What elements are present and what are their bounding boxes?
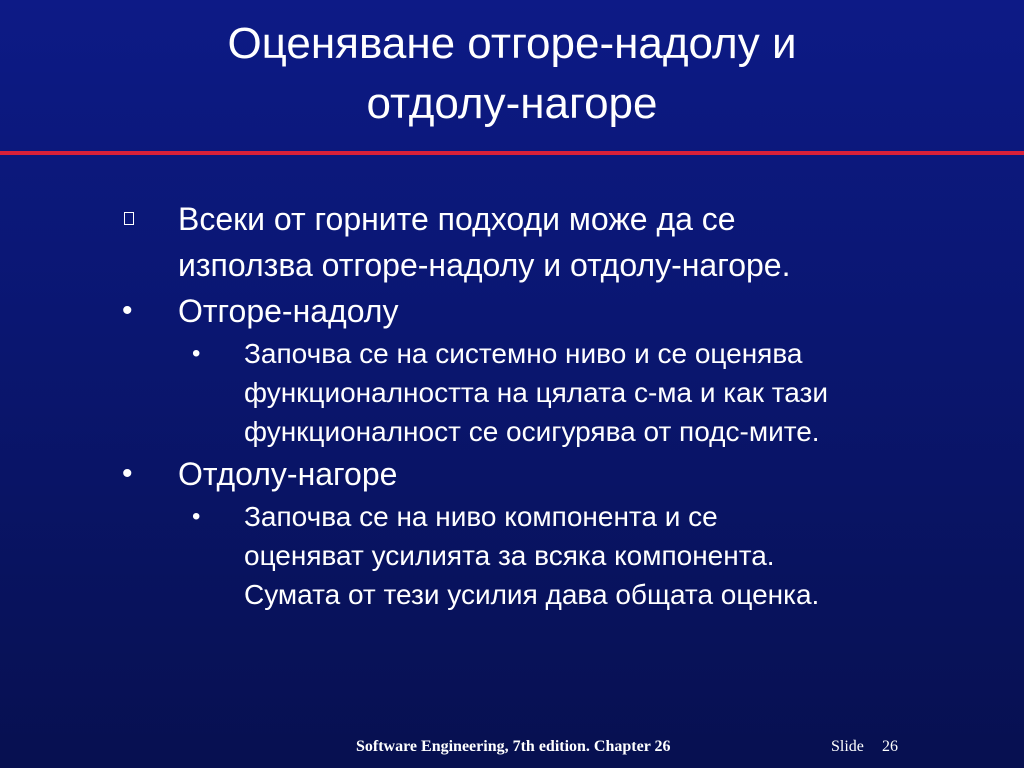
sub-bullet-item-2-line-1: Започва се на системно ниво и се оценява (244, 338, 803, 369)
footer-slide-number: 26 (882, 738, 898, 755)
bullet-icon: • (122, 294, 133, 327)
bullet-item-2-text: Отгоре-надолу (178, 293, 399, 329)
title-divider (0, 151, 1024, 155)
slide-body (0, 196, 1024, 614)
sub-bullet-item-2 (0, 334, 974, 451)
sub-bullet-icon: • (192, 340, 201, 367)
bullet-item-1-line-2: използва отгоре-надолу и отдолу-нагоре. (178, 247, 791, 283)
bullet-item-1-line-1: Всеки от горните подходи може да се (178, 201, 736, 237)
square-bullet-icon (124, 212, 134, 225)
bullet-icon: • (122, 457, 133, 490)
sub-bullet-item-3-line-2: оценяват усилията за всяка компонента. (244, 540, 775, 571)
slide-title-line-1: Оценяване отгоре-надолу и (227, 19, 797, 68)
footer-book-title: Software Engineering, 7th edition. Chapter 26 (356, 738, 671, 755)
sub-bullet-item-3-line-3: Сумата от тези усилия дава общата оценка. (244, 579, 820, 610)
slide-title-line-2: отдолу-нагоре (366, 79, 658, 128)
slide-title (0, 14, 1024, 134)
bullet-item-1 (0, 196, 978, 288)
sub-bullet-item-2-line-3: функционалност се осигурява от подс-мите. (244, 416, 820, 447)
bullet-item-3 (0, 451, 978, 497)
bullet-item-3-text: Отдолу-нагоре (178, 456, 398, 492)
slide-footer (0, 738, 1024, 762)
sub-bullet-item-3-line-1: Започва се на ниво компонента и се (244, 501, 718, 532)
sub-bullet-item-2-line-2: функционалността на цялата с-ма и как тази (244, 377, 829, 408)
sub-bullet-icon: • (192, 503, 201, 530)
bullet-item-2 (0, 288, 978, 334)
footer-slide-label: Slide (831, 738, 864, 755)
sub-bullet-item-3 (0, 497, 974, 614)
